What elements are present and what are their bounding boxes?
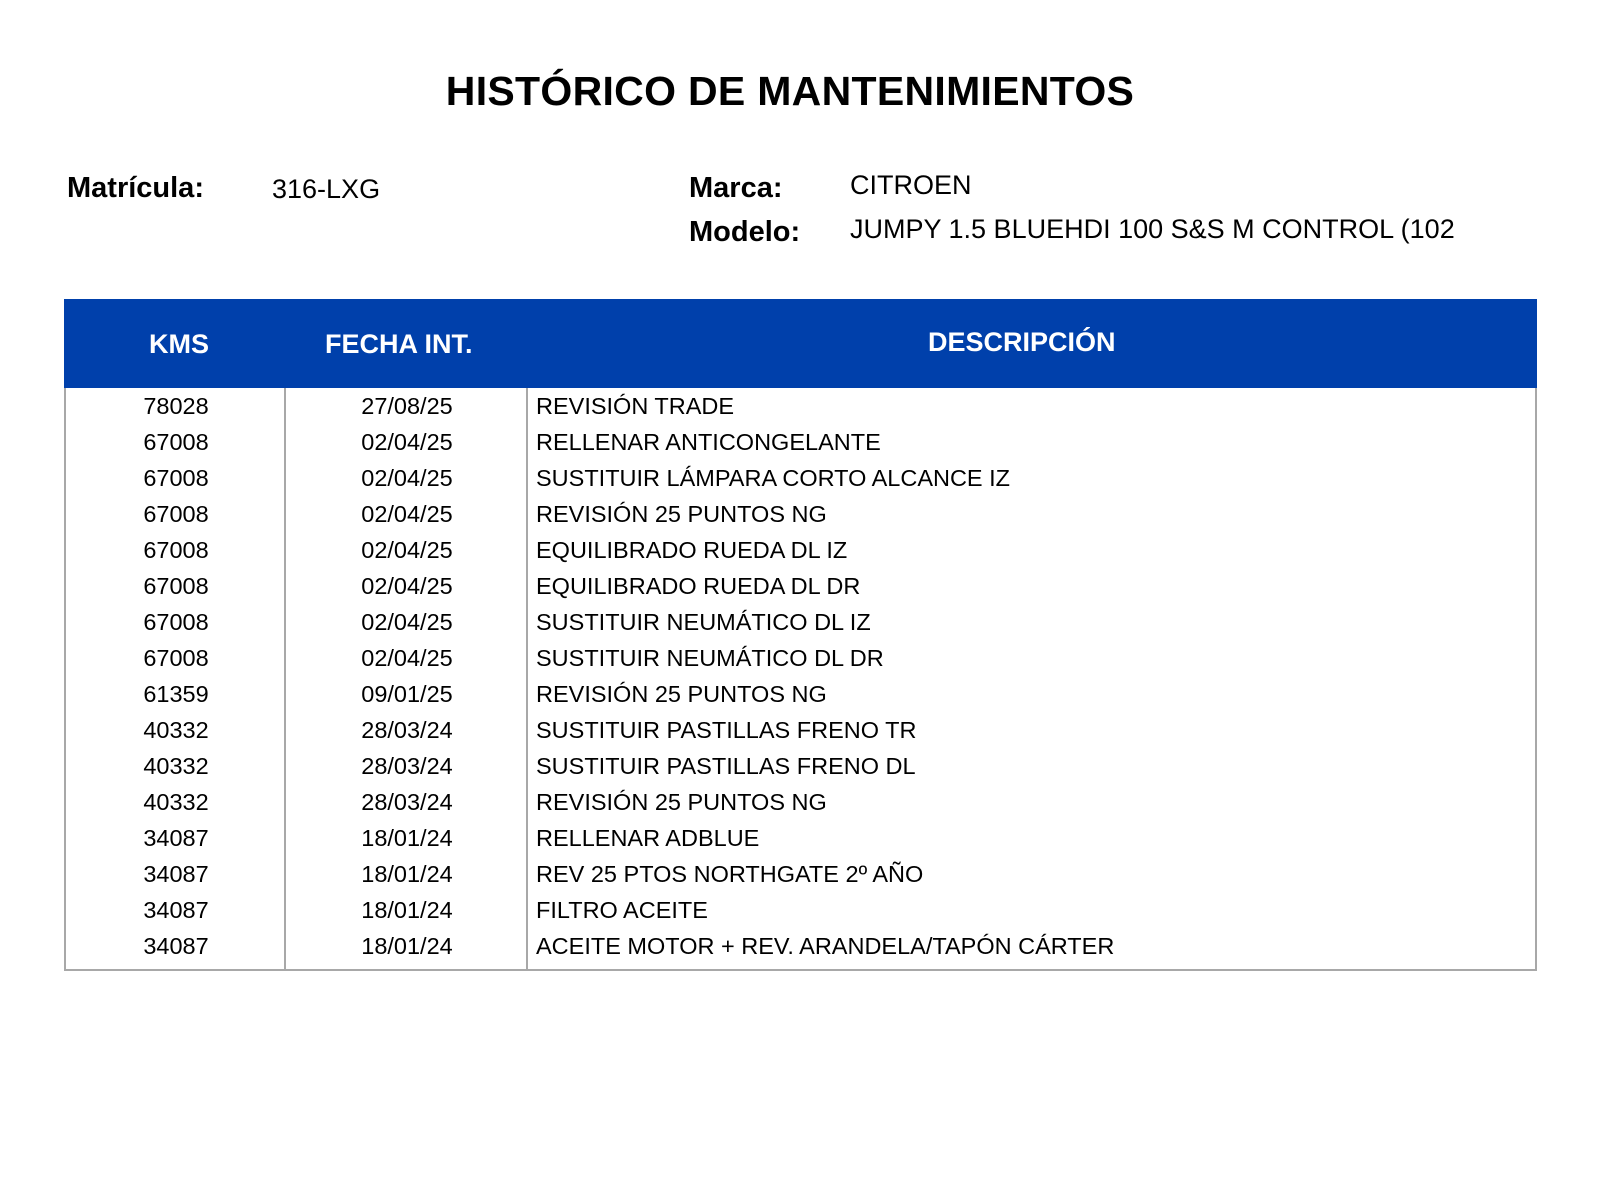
descripcion-cell: REVISIÓN 25 PUNTOS NG bbox=[536, 501, 827, 527]
fecha-cell: 18/01/24 bbox=[361, 825, 453, 851]
document-title: HISTÓRICO DE MANTENIMIENTOS bbox=[445, 68, 1135, 114]
table-row bbox=[66, 822, 1535, 858]
modelo-label: Modelo: bbox=[689, 216, 801, 248]
descripcion-cell: RELLENAR ANTICONGELANTE bbox=[536, 429, 881, 455]
table-row bbox=[66, 894, 1535, 930]
kms-cell: 67008 bbox=[143, 537, 209, 563]
fecha-cell: 28/03/24 bbox=[361, 789, 453, 815]
fecha-cell: 18/01/24 bbox=[361, 861, 453, 887]
modelo-value: JUMPY 1.5 BLUEHDI 100 S&S M CONTROL (102 bbox=[850, 214, 1455, 244]
table-body bbox=[66, 390, 1535, 966]
kms-cell: 78028 bbox=[143, 393, 209, 419]
descripcion-cell: EQUILIBRADO RUEDA DL DR bbox=[536, 573, 861, 599]
kms-cell: 40332 bbox=[143, 753, 209, 779]
table-row bbox=[66, 750, 1535, 786]
descripcion-cell: REVISIÓN 25 PUNTOS NG bbox=[536, 789, 827, 815]
fecha-cell: 18/01/24 bbox=[361, 897, 453, 923]
marca-label: Marca: bbox=[689, 172, 783, 204]
descripcion-cell: REVISIÓN TRADE bbox=[536, 393, 735, 419]
descripcion-cell: SUSTITUIR NEUMÁTICO DL IZ bbox=[536, 609, 871, 635]
descripcion-cell: FILTRO ACEITE bbox=[536, 897, 708, 923]
kms-cell: 67008 bbox=[143, 465, 209, 491]
kms-cell: 40332 bbox=[143, 789, 209, 815]
kms-cell: 67008 bbox=[143, 573, 209, 599]
fecha-cell: 28/03/24 bbox=[361, 753, 453, 779]
fecha-cell: 02/04/25 bbox=[361, 501, 453, 527]
kms-cell: 67008 bbox=[143, 501, 209, 527]
table-row bbox=[66, 462, 1535, 498]
fecha-cell: 09/01/25 bbox=[361, 681, 453, 707]
matricula-value: 316-LXG bbox=[272, 174, 381, 204]
descripcion-cell: REVISIÓN 25 PUNTOS NG bbox=[536, 681, 827, 707]
table-row bbox=[66, 498, 1535, 534]
kms-cell: 61359 bbox=[143, 681, 209, 707]
table-row bbox=[66, 678, 1535, 714]
descripcion-cell: SUSTITUIR PASTILLAS FRENO TR bbox=[536, 717, 917, 743]
kms-cell: 67008 bbox=[143, 609, 209, 635]
kms-cell: 40332 bbox=[143, 717, 209, 743]
kms-cell: 34087 bbox=[143, 933, 209, 959]
table-row bbox=[66, 858, 1535, 894]
fecha-cell: 02/04/25 bbox=[361, 645, 453, 671]
column-header-descripcion: DESCRIPCIÓN bbox=[928, 327, 1116, 357]
table-row bbox=[66, 390, 1535, 426]
table-row bbox=[66, 534, 1535, 570]
maintenance-table bbox=[64, 299, 1537, 971]
descripcion-cell: ACEITE MOTOR + REV. ARANDELA/TAPÓN CÁRTER bbox=[536, 933, 1115, 959]
fecha-cell: 02/04/25 bbox=[361, 429, 453, 455]
table-row bbox=[66, 642, 1535, 678]
kms-cell: 34087 bbox=[143, 897, 209, 923]
table-row bbox=[66, 930, 1535, 966]
kms-cell: 67008 bbox=[143, 429, 209, 455]
table-row bbox=[66, 426, 1535, 462]
table-row bbox=[66, 570, 1535, 606]
fecha-cell: 02/04/25 bbox=[361, 573, 453, 599]
column-header-kms: KMS bbox=[149, 329, 209, 359]
fecha-cell: 18/01/24 bbox=[361, 933, 453, 959]
kms-cell: 34087 bbox=[143, 825, 209, 851]
kms-cell: 67008 bbox=[143, 645, 209, 671]
fecha-cell: 02/04/25 bbox=[361, 609, 453, 635]
table-header bbox=[64, 299, 1537, 388]
fecha-cell: 02/04/25 bbox=[361, 465, 453, 491]
fecha-cell: 28/03/24 bbox=[361, 717, 453, 743]
descripcion-cell: SUSTITUIR PASTILLAS FRENO DL bbox=[536, 753, 916, 779]
kms-cell: 34087 bbox=[143, 861, 209, 887]
marca-value: CITROEN bbox=[850, 170, 972, 200]
matricula-label: Matrícula: bbox=[67, 172, 204, 204]
descripcion-cell: EQUILIBRADO RUEDA DL IZ bbox=[536, 537, 848, 563]
descripcion-cell: RELLENAR ADBLUE bbox=[536, 825, 760, 851]
descripcion-cell: SUSTITUIR LÁMPARA CORTO ALCANCE IZ bbox=[536, 465, 1011, 491]
table-row bbox=[66, 606, 1535, 642]
table-row bbox=[66, 786, 1535, 822]
descripcion-cell: REV 25 PTOS NORTHGATE 2º AÑO bbox=[536, 861, 924, 887]
descripcion-cell: SUSTITUIR NEUMÁTICO DL DR bbox=[536, 645, 884, 671]
fecha-cell: 27/08/25 bbox=[361, 393, 453, 419]
fecha-cell: 02/04/25 bbox=[361, 537, 453, 563]
column-header-fecha: FECHA INT. bbox=[325, 329, 473, 359]
table-row bbox=[66, 714, 1535, 750]
